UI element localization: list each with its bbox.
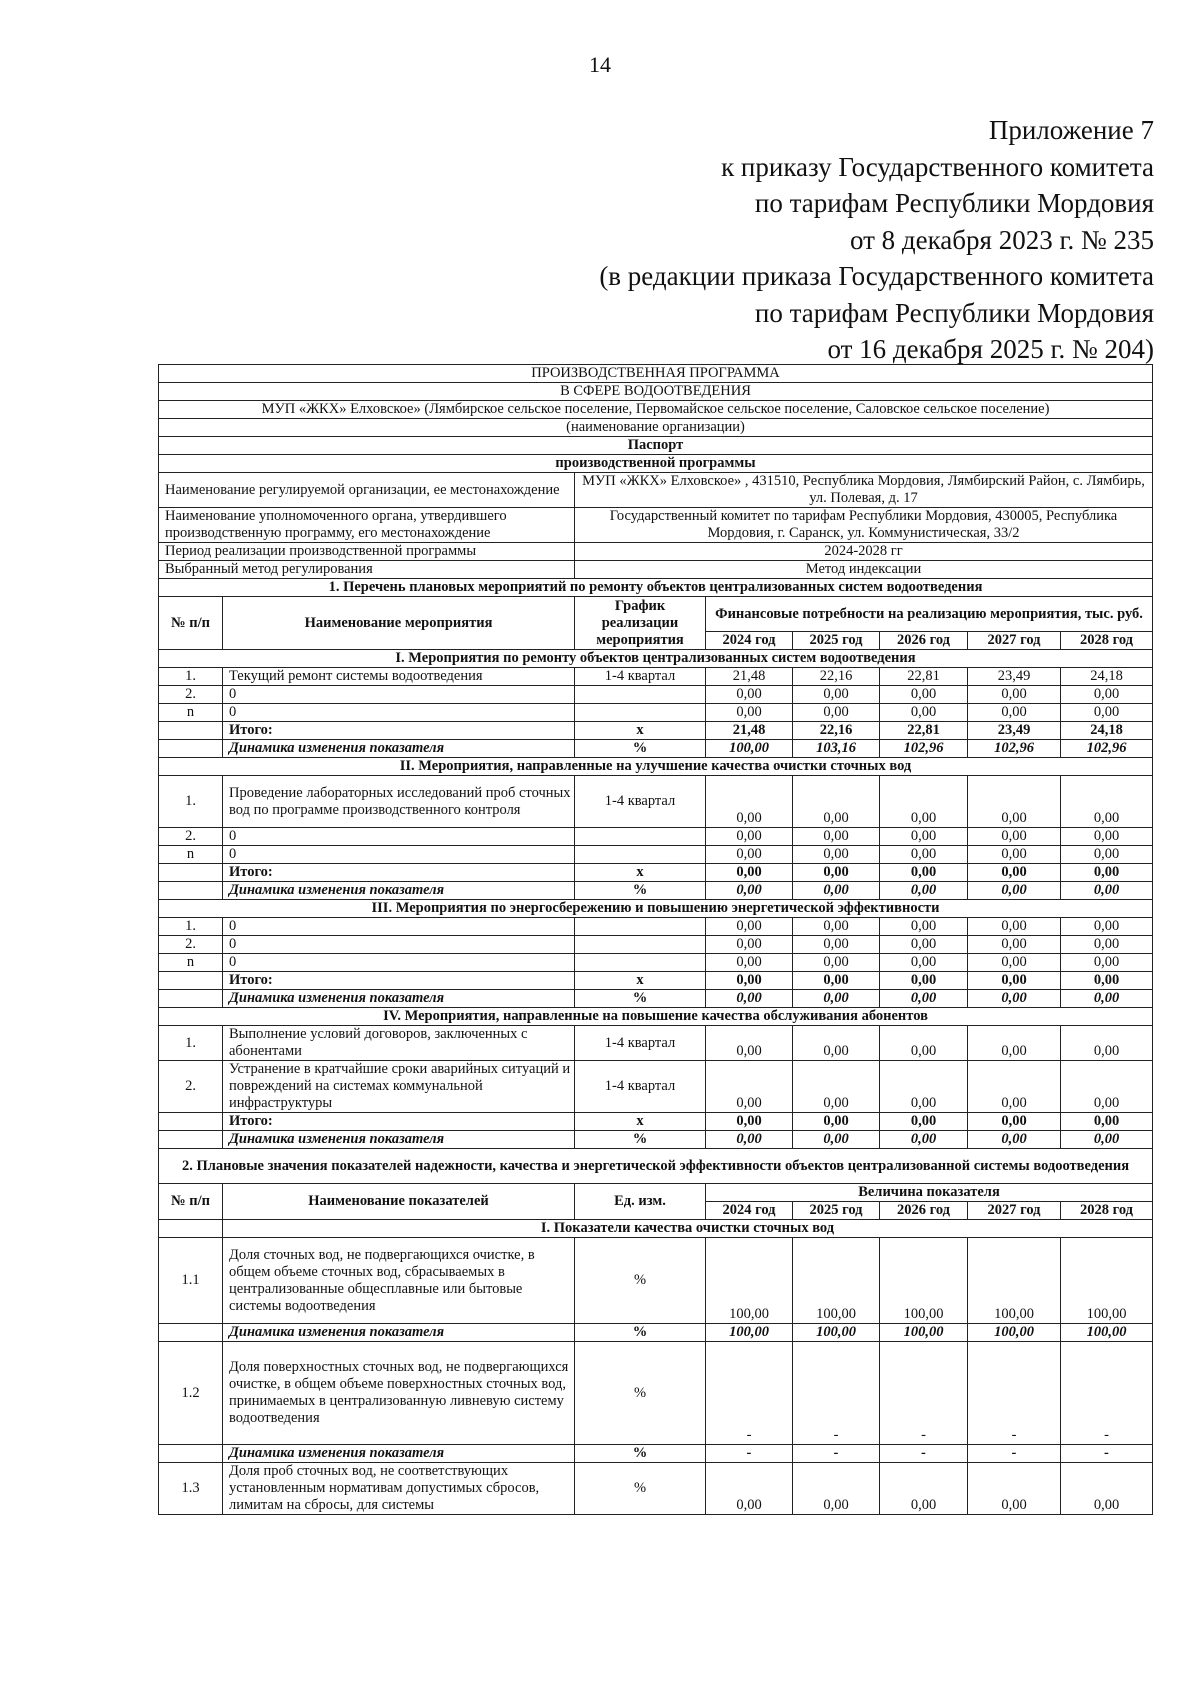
production-program-table	[158, 364, 1153, 1515]
value-cell: -	[880, 1342, 968, 1445]
total-row	[159, 972, 1153, 990]
table-row	[159, 704, 1153, 722]
dynamics-label: Динамика изменения показателя	[223, 882, 575, 900]
value-cell: 0,00	[1061, 954, 1153, 972]
title-row	[159, 365, 1153, 383]
row-number: 2.	[159, 828, 223, 846]
value-cell: 0,00	[793, 1061, 880, 1113]
dynamics-label: Динамика изменения показателя	[223, 1445, 575, 1463]
year-header: 2027 год	[968, 1202, 1061, 1220]
total-value: 0,00	[968, 972, 1061, 990]
empty-cell	[159, 722, 223, 740]
group-row	[159, 758, 1153, 776]
value-cell: 22,81	[880, 668, 968, 686]
value-cell: 0,00	[968, 704, 1061, 722]
value-cell: 0,00	[1061, 1061, 1153, 1113]
row-number: 2.	[159, 1061, 223, 1113]
measure-name: Устранение в кратчайшие сроки аварийных ситуаций и повреждений на системах коммунальной инфраструктуры	[223, 1061, 575, 1113]
indicator-name: Доля проб сточных вод, не соответствующих установленным нормативам допустимых сбросов, лимитам на сбросы, для системы	[223, 1463, 575, 1515]
total-label: Итого:	[223, 722, 575, 740]
group-title: I. Мероприятия по ремонту объектов централизованных систем водоотведения	[159, 650, 1153, 668]
value-cell: 0,00	[968, 776, 1061, 828]
measure-name: Проведение лабораторных исследований проб сточных вод по программе производственного контроля	[223, 776, 575, 828]
value-cell: 0,00	[1061, 704, 1153, 722]
value-cell: 0,00	[1061, 1026, 1153, 1061]
value-cell: 100,00	[1061, 1238, 1153, 1324]
dynamics-value: 0,00	[793, 1131, 880, 1149]
program-subtitle: В СФЕРЕ ВОДООТВЕДЕНИЯ	[159, 383, 1153, 401]
year-header: 2025 год	[793, 1202, 880, 1220]
total-value: 0,00	[880, 1113, 968, 1131]
unit: %	[575, 1131, 706, 1149]
total-marker: х	[575, 972, 706, 990]
total-value: 0,00	[1061, 972, 1153, 990]
edition-line: (в редакции приказа Государственного комитета	[599, 261, 1154, 291]
empty-cell	[159, 740, 223, 758]
passport-subtitle: производственной программы	[159, 455, 1153, 473]
value-cell: 0,00	[880, 846, 968, 864]
value-cell: 0,00	[706, 828, 793, 846]
dynamics-value: -	[793, 1445, 880, 1463]
organization-name: МУП «ЖКХ» Елховское» (Лямбирское сельское поселение, Первомайское сельское поселение, Саловское сельское поселение)	[159, 401, 1153, 419]
group-row	[159, 1008, 1153, 1026]
value-cell: 0,00	[706, 686, 793, 704]
header-row	[159, 597, 1153, 632]
year-header: 2026 год	[880, 1202, 968, 1220]
table-row	[159, 954, 1153, 972]
value-cell: 0,00	[1061, 918, 1153, 936]
value-cell: 0,00	[1061, 936, 1153, 954]
value-cell: 100,00	[880, 1238, 968, 1324]
dynamics-value: -	[968, 1445, 1061, 1463]
column-header: № п/п	[159, 1184, 223, 1220]
unit: %	[575, 1238, 706, 1324]
value-cell: 21,48	[706, 668, 793, 686]
value-cell: 0,00	[968, 936, 1061, 954]
passport-label: Наименование уполномоченного органа, утвердившего производственную программу, его местонахождение	[159, 508, 575, 543]
value-cell: 0,00	[880, 1026, 968, 1061]
value-cell: 23,49	[968, 668, 1061, 686]
schedule	[575, 936, 706, 954]
column-header: Наименование показателей	[223, 1184, 575, 1220]
row-number: n	[159, 704, 223, 722]
dynamics-value: 100,00	[1061, 1324, 1153, 1342]
dynamics-value: 0,00	[793, 882, 880, 900]
header-row	[159, 1184, 1153, 1202]
value-cell: 0,00	[793, 828, 880, 846]
value-cell: 0,00	[706, 1061, 793, 1113]
title-row	[159, 437, 1153, 455]
value-cell: 0,00	[706, 846, 793, 864]
passport-value: Государственный комитет по тарифам Республики Мордовия, 430005, Республика Мордовия, г. Саранск, ул. Коммунистическая, 33/2	[575, 508, 1153, 543]
dynamics-value: 0,00	[880, 990, 968, 1008]
unit: %	[575, 1324, 706, 1342]
value-cell: 0,00	[968, 686, 1061, 704]
value-cell: 0,00	[793, 936, 880, 954]
group-row	[159, 1220, 1153, 1238]
value-cell: -	[968, 1342, 1061, 1445]
measure-name: 0	[223, 704, 575, 722]
measure-name: 0	[223, 828, 575, 846]
passport-label: Выбранный метод регулирования	[159, 561, 575, 579]
value-cell: 0,00	[1061, 846, 1153, 864]
dynamics-row	[159, 882, 1153, 900]
value-cell: 0,00	[793, 686, 880, 704]
dynamics-label: Динамика изменения показателя	[223, 1131, 575, 1149]
value-cell: 0,00	[968, 1026, 1061, 1061]
dynamics-row	[159, 1445, 1153, 1463]
empty-cell	[159, 1113, 223, 1131]
measure-name: Выполнение условий договоров, заключенных с абонентами	[223, 1026, 575, 1061]
schedule	[575, 918, 706, 936]
year-header: 2025 год	[793, 632, 880, 650]
value-cell: 0,00	[1061, 686, 1153, 704]
passport-row	[159, 543, 1153, 561]
program-title: ПРОИЗВОДСТВЕННАЯ ПРОГРАММА	[159, 365, 1153, 383]
dynamics-row	[159, 1324, 1153, 1342]
edition-committee-line: по тарифам Республики Мордовия	[754, 297, 1154, 328]
row-number: n	[159, 954, 223, 972]
unit: %	[575, 882, 706, 900]
total-value: 22,81	[880, 722, 968, 740]
total-label: Итого:	[223, 1113, 575, 1131]
value-cell: 0,00	[793, 954, 880, 972]
value-cell: 0,00	[793, 1463, 880, 1515]
dynamics-label: Динамика изменения показателя	[223, 740, 575, 758]
group-title: IV. Мероприятия, направленные на повышение качества обслуживания абонентов	[159, 1008, 1153, 1026]
value-cell: 0,00	[880, 686, 968, 704]
committee-line: по тарифам Республики Мордовия	[754, 188, 1154, 218]
measure-name: 0	[223, 936, 575, 954]
passport-row	[159, 561, 1153, 579]
title-row	[159, 401, 1153, 419]
measure-name: 0	[223, 918, 575, 936]
table-row	[159, 828, 1153, 846]
measure-name: 0	[223, 686, 575, 704]
schedule: 1-4 квартал	[575, 776, 706, 828]
passport-label: Наименование регулируемой организации, ее местонахождение	[159, 473, 575, 508]
dynamics-value: 100,00	[880, 1324, 968, 1342]
dynamics-label: Динамика изменения показателя	[223, 990, 575, 1008]
value-cell: 100,00	[968, 1238, 1061, 1324]
passport-row	[159, 473, 1153, 508]
empty-cell	[159, 990, 223, 1008]
value-cell: 0,00	[793, 1026, 880, 1061]
total-value: 0,00	[706, 864, 793, 882]
dynamics-value: 102,96	[968, 740, 1061, 758]
indicator-name: Доля сточных вод, не подвергающихся очистке, в общем объеме сточных вод, сбрасываемых в централизованные общесплавные или бытовые системы водоотведения	[223, 1238, 575, 1324]
column-header: Ед. изм.	[575, 1184, 706, 1220]
total-value: 23,49	[968, 722, 1061, 740]
schedule: 1-4 квартал	[575, 1026, 706, 1061]
total-value: 0,00	[793, 1113, 880, 1131]
column-header: Наименование мероприятия	[223, 597, 575, 650]
value-cell: 0,00	[706, 954, 793, 972]
dynamics-value: -	[1061, 1445, 1153, 1463]
value-cell: 0,00	[880, 918, 968, 936]
order-date-line: от 8 декабря 2023 г. № 235	[849, 224, 1154, 255]
total-row	[159, 722, 1153, 740]
column-header: № п/п	[159, 597, 223, 650]
value-cell: -	[793, 1342, 880, 1445]
total-value: 0,00	[880, 972, 968, 990]
table-row	[159, 1342, 1153, 1445]
schedule: 1-4 квартал	[575, 1061, 706, 1113]
dynamics-value: 0,00	[1061, 990, 1153, 1008]
value-cell: 0,00	[880, 776, 968, 828]
empty-cell	[159, 1445, 223, 1463]
empty-cell	[159, 972, 223, 990]
group-title: II. Мероприятия, направленные на улучшение качества очистки сточных вод	[159, 758, 1153, 776]
value-cell: -	[1061, 1342, 1153, 1445]
total-value: 24,18	[1061, 722, 1153, 740]
column-header: График реализации мероприятия	[575, 597, 706, 650]
dynamics-value: 0,00	[1061, 1131, 1153, 1149]
passport-row	[159, 508, 1153, 543]
row-number: 2.	[159, 686, 223, 704]
year-header: 2024 год	[706, 632, 793, 650]
value-cell: 0,00	[706, 936, 793, 954]
empty-cell	[159, 1220, 223, 1238]
year-header: 2024 год	[706, 1202, 793, 1220]
total-value: 22,16	[793, 722, 880, 740]
value-cell: 0,00	[706, 704, 793, 722]
value-cell: 0,00	[1061, 828, 1153, 846]
title-row	[159, 455, 1153, 473]
edition-date-line: от 16 декабря 2025 г. № 204)	[827, 334, 1154, 364]
table-row	[159, 1238, 1153, 1324]
total-value: 0,00	[706, 972, 793, 990]
measure-name: 0	[223, 954, 575, 972]
table-row	[159, 1463, 1153, 1515]
total-value: 0,00	[793, 864, 880, 882]
table-row	[159, 918, 1153, 936]
total-value: 0,00	[793, 972, 880, 990]
empty-cell	[159, 864, 223, 882]
dynamics-value: 100,00	[706, 740, 793, 758]
table-row	[159, 936, 1153, 954]
total-marker: х	[575, 722, 706, 740]
dynamics-label: Динамика изменения показателя	[223, 1324, 575, 1342]
row-number: n	[159, 846, 223, 864]
title-row	[159, 383, 1153, 401]
value-cell: 0,00	[968, 1463, 1061, 1515]
value-cell: 0,00	[706, 776, 793, 828]
unit: %	[575, 1463, 706, 1515]
section-row	[159, 1149, 1153, 1184]
page-number: 14	[589, 52, 611, 77]
total-label: Итого:	[223, 972, 575, 990]
dynamics-value: -	[706, 1445, 793, 1463]
dynamics-value: 100,00	[793, 1324, 880, 1342]
dynamics-value: 100,00	[706, 1324, 793, 1342]
total-value: 0,00	[706, 1113, 793, 1131]
total-row	[159, 1113, 1153, 1131]
dynamics-row	[159, 740, 1153, 758]
passport-value: МУП «ЖКХ» Елховское» , 431510, Республика Мордовия, Лямбирский Район, с. Лямбирь, ул. Полевая, д. 17	[575, 473, 1153, 508]
passport-label: Период реализации производственной программы	[159, 543, 575, 561]
table-row	[159, 846, 1153, 864]
value-cell: 100,00	[706, 1238, 793, 1324]
total-value: 0,00	[1061, 864, 1153, 882]
group-row	[159, 650, 1153, 668]
dynamics-row	[159, 1131, 1153, 1149]
value-cell: 0,00	[968, 954, 1061, 972]
value-cell: 0,00	[880, 1061, 968, 1113]
passport-value: Метод индексации	[575, 561, 1153, 579]
column-header: Величина показателя	[706, 1184, 1153, 1202]
row-number: 1.2	[159, 1342, 223, 1445]
value-cell: 0,00	[706, 1463, 793, 1515]
group-title: III. Мероприятия по энергосбережению и повышению энергетической эффективности	[159, 900, 1153, 918]
schedule: 1-4 квартал	[575, 668, 706, 686]
value-cell: 0,00	[793, 704, 880, 722]
total-marker: х	[575, 864, 706, 882]
year-header: 2027 год	[968, 632, 1061, 650]
value-cell: 0,00	[968, 1061, 1061, 1113]
total-value: 0,00	[968, 864, 1061, 882]
passport-value: 2024-2028 гг	[575, 543, 1153, 561]
dynamics-value: 0,00	[793, 990, 880, 1008]
empty-cell	[159, 1131, 223, 1149]
dynamics-row	[159, 990, 1153, 1008]
dynamics-value: 0,00	[706, 882, 793, 900]
value-cell: 0,00	[880, 704, 968, 722]
schedule	[575, 954, 706, 972]
empty-cell	[159, 882, 223, 900]
total-value: 0,00	[968, 1113, 1061, 1131]
column-header: Финансовые потребности на реализацию мероприятия, тыс. руб.	[706, 597, 1153, 632]
measure-name: Текущий ремонт системы водоотведения	[223, 668, 575, 686]
total-value: 0,00	[880, 864, 968, 882]
dynamics-value: 103,16	[793, 740, 880, 758]
dynamics-value: 0,00	[706, 990, 793, 1008]
indicator-name: Доля поверхностных сточных вод, не подвергающихся очистке, в общем объеме поверхностных сточных вод, принимаемых в централизованную ливневую систему водоотведения	[223, 1342, 575, 1445]
value-cell: 0,00	[968, 918, 1061, 936]
group-row	[159, 900, 1153, 918]
row-number: 1.1	[159, 1238, 223, 1324]
row-number: 2.	[159, 936, 223, 954]
schedule	[575, 704, 706, 722]
value-cell: 0,00	[1061, 776, 1153, 828]
value-cell: 0,00	[880, 828, 968, 846]
dynamics-value: 102,96	[880, 740, 968, 758]
total-label: Итого:	[223, 864, 575, 882]
value-cell: 0,00	[793, 918, 880, 936]
title-row	[159, 419, 1153, 437]
row-number: 1.	[159, 918, 223, 936]
dynamics-value: 0,00	[706, 1131, 793, 1149]
year-header: 2026 год	[880, 632, 968, 650]
dynamics-value: 102,96	[1061, 740, 1153, 758]
group-title: I. Показатели качества очистки сточных вод	[223, 1220, 1153, 1238]
year-header: 2028 год	[1061, 1202, 1153, 1220]
unit: %	[575, 1342, 706, 1445]
section-row	[159, 579, 1153, 597]
row-number: 1.3	[159, 1463, 223, 1515]
value-cell: 0,00	[880, 1463, 968, 1515]
value-cell: 0,00	[968, 828, 1061, 846]
order-line: к приказу Государственного комитета	[721, 151, 1154, 182]
total-row	[159, 864, 1153, 882]
dynamics-value: 0,00	[968, 1131, 1061, 1149]
schedule	[575, 828, 706, 846]
unit: %	[575, 1445, 706, 1463]
measure-name: 0	[223, 846, 575, 864]
order-header	[394, 112, 1154, 368]
table-row	[159, 1026, 1153, 1061]
row-number: 1.	[159, 776, 223, 828]
value-cell: 0,00	[793, 846, 880, 864]
dynamics-value: 0,00	[1061, 882, 1153, 900]
value-cell: 0,00	[706, 1026, 793, 1061]
total-marker: х	[575, 1113, 706, 1131]
year-header: 2028 год	[1061, 632, 1153, 650]
value-cell: 0,00	[706, 918, 793, 936]
section-title: 1. Перечень плановых мероприятий по ремонту объектов централизованных систем водоотведения	[159, 579, 1153, 597]
dynamics-value: -	[880, 1445, 968, 1463]
value-cell: 0,00	[880, 936, 968, 954]
value-cell: 0,00	[968, 846, 1061, 864]
row-number: 1.	[159, 668, 223, 686]
section-title: 2. Плановые значения показателей надежности, качества и энергетической эффективности объектов централизованной системы водоотведения	[159, 1149, 1153, 1184]
value-cell: -	[706, 1342, 793, 1445]
table-row	[159, 1061, 1153, 1113]
schedule	[575, 846, 706, 864]
dynamics-value: 0,00	[880, 1131, 968, 1149]
row-number: 1.	[159, 1026, 223, 1061]
value-cell: 24,18	[1061, 668, 1153, 686]
empty-cell	[159, 1324, 223, 1342]
dynamics-value: 0,00	[880, 882, 968, 900]
schedule	[575, 686, 706, 704]
organization-caption: (наименование организации)	[159, 419, 1153, 437]
value-cell: 22,16	[793, 668, 880, 686]
table-row	[159, 776, 1153, 828]
total-value: 0,00	[1061, 1113, 1153, 1131]
table-row	[159, 686, 1153, 704]
value-cell: 0,00	[1061, 1463, 1153, 1515]
table-row	[159, 668, 1153, 686]
dynamics-value: 100,00	[968, 1324, 1061, 1342]
unit: %	[575, 990, 706, 1008]
dynamics-value: 0,00	[968, 990, 1061, 1008]
passport-title: Паспорт	[159, 437, 1153, 455]
value-cell: 0,00	[793, 776, 880, 828]
dynamics-value: 0,00	[968, 882, 1061, 900]
value-cell: 100,00	[793, 1238, 880, 1324]
unit: %	[575, 740, 706, 758]
value-cell: 0,00	[880, 954, 968, 972]
appendix-line: Приложение 7	[988, 115, 1154, 145]
total-value: 21,48	[706, 722, 793, 740]
